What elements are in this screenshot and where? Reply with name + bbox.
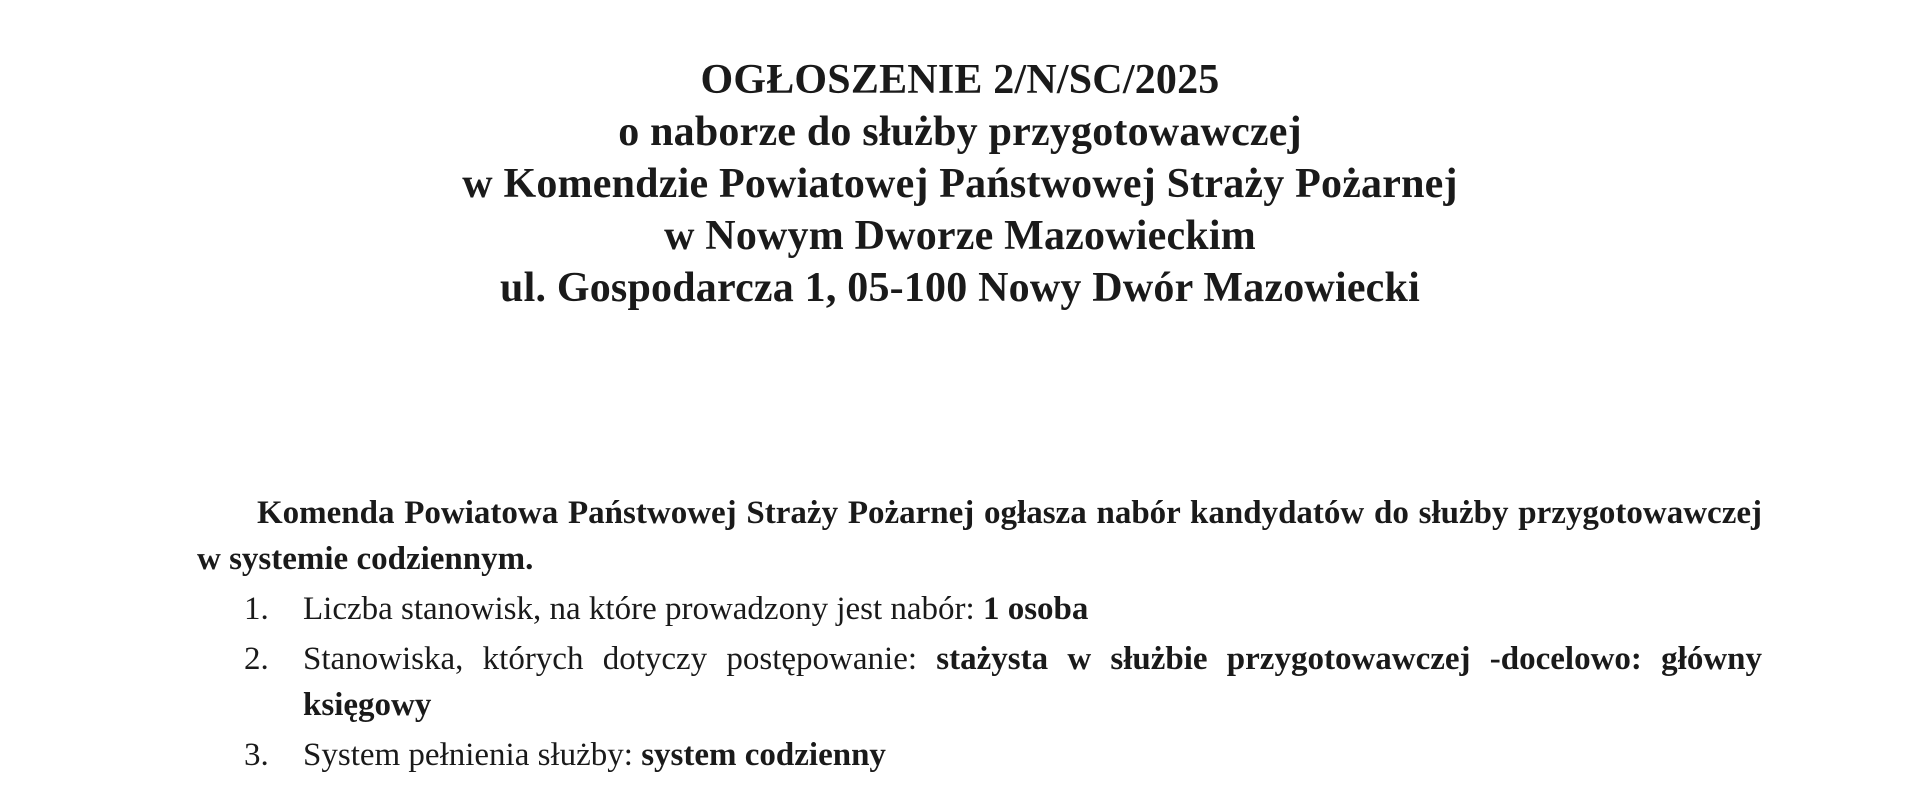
list-item (197, 732, 1762, 778)
institution-location: w Nowym Dworze Mazowieckim (664, 213, 1256, 259)
list-item-text: Stanowiska, których dotyczy postępowanie: (303, 641, 937, 677)
list-item-text: Liczba stanowisk, na które prowadzony jest nabór: (303, 591, 983, 627)
intro-paragraph: Komenda Powiatowa Państwowej Straży Pożarnej ogłasza nabór kandydatów do służby przygotowawczej w systemie codziennym. (197, 495, 1762, 577)
list-item-value: 1 osoba (982, 591, 1089, 627)
announcement-subtitle: o naborze do służby przygotowawczej (618, 109, 1302, 155)
list-item-value: stażysta w służbie przygotowawczej -docelowo: główny księgowy (303, 641, 1763, 723)
announcement-title: OGŁOSZENIE 2/N/SC/2025 (700, 57, 1220, 103)
requirements-list (197, 586, 1762, 778)
list-item-value: system codzienny (641, 737, 886, 773)
institution-address: ul. Gospodarcza 1, 05-100 Nowy Dwór Mazowiecki (500, 265, 1420, 311)
list-item-text: System pełnienia służby: (303, 737, 642, 773)
list-item (197, 586, 1762, 632)
announcement-body (197, 490, 1762, 778)
list-item-number: 1. (244, 591, 269, 627)
institution-name: w Komendzie Powiatowej Państwowej Straży Pożarnej (462, 161, 1458, 207)
list-item (197, 636, 1762, 728)
announcement-header (0, 54, 1920, 314)
list-item-number: 3. (244, 737, 269, 773)
list-item-number: 2. (244, 641, 269, 677)
